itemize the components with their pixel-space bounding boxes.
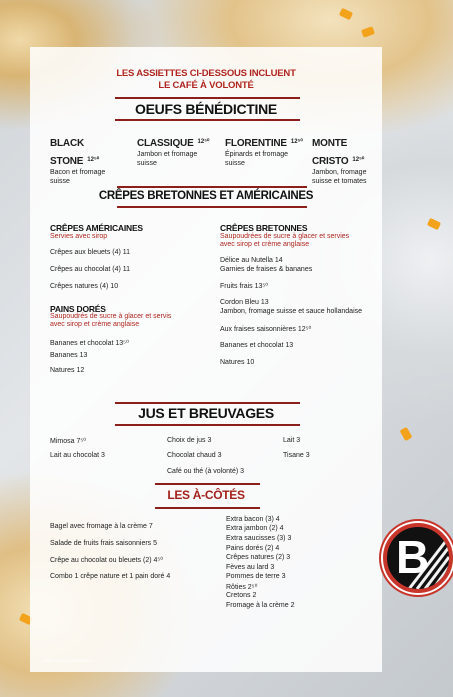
menu-line: Bagel avec fromage à la crème 7 (50, 523, 153, 530)
menu-line: Mimosa 7⁵⁰ (50, 438, 87, 445)
menu-line: Crêpes aux bleuets (4) 11 (50, 249, 131, 256)
item-desc: suisse et tomates (312, 177, 367, 185)
menu-line: Fèves au lard 3 (226, 564, 275, 571)
benedictine-item (312, 133, 382, 186)
item-price: 12⁵⁰ (87, 157, 100, 163)
item-name: MONTE CRISTO (312, 138, 349, 167)
item-name: BLACK STONE (50, 138, 84, 167)
item-price: 12⁵⁰ (197, 139, 210, 145)
menu-line: Pommes de terre 3 (226, 573, 286, 580)
orange-zest-decor (361, 26, 375, 38)
menu-line: Pains dorés (2) 4 (226, 545, 280, 552)
section-rule (117, 186, 307, 188)
subhead-pains-dores: PAINS DORÉS (50, 304, 106, 314)
note-pains-dores-1: Saupoudrés de sucre à glacer et servis (50, 313, 172, 320)
logo-letter: B (396, 531, 430, 583)
promo-line-1: LES ASSIETTES CI-DESSOUS INCLUENT (116, 68, 296, 79)
menu-line: Cordon Bleu 13 (220, 299, 269, 306)
item-desc: Épinards et fromage (225, 151, 289, 158)
note-pains-dores-2: avec sirop et crème anglaise (50, 321, 140, 328)
item-desc: Jambon, fromage (312, 169, 367, 176)
menu-line: Crêpes natures (2) 3 (226, 554, 291, 561)
menu-line: Combo 1 crêpe nature et 1 pain doré 4 (50, 573, 171, 580)
menu-line: Bananes et chocolat 13 (220, 342, 294, 349)
section-rule (155, 507, 260, 509)
item-desc: Jambon et fromage (137, 151, 198, 158)
section-rule (115, 119, 300, 121)
note-bretonnes-2: avec sirop et crème anglaise (220, 241, 310, 248)
item-desc: Bacon et fromage (50, 169, 106, 176)
menu-line: Fruits frais 13⁵⁰ (220, 283, 269, 290)
menu-line: Choix de jus 3 (167, 437, 212, 444)
item-desc: suisse (50, 177, 70, 185)
item-name: CLASSIQUE (137, 138, 194, 149)
menu-line: Extra saucisses (3) 3 (226, 535, 292, 542)
benedictine-item (137, 133, 217, 168)
menu-line: Aux fraises saisonnières 12⁵⁰ (220, 326, 312, 333)
menu-line: Chocolat chaud 3 (167, 452, 222, 459)
orange-zest-decor (427, 218, 441, 230)
item-price: 12⁵⁰ (352, 157, 365, 163)
menu-line: Extra bacon (3) 4 (226, 516, 280, 523)
menu-line: Natures 12 (50, 367, 85, 374)
item-name: FLORENTINE (225, 138, 287, 149)
menu-line: Garnies de fraises & bananes (220, 266, 313, 273)
menu-line: Salade de fruits frais saisonniers 5 (50, 540, 157, 547)
menu-line: Crêpes au chocolat (4) 11 (50, 266, 131, 273)
subhead-crepes-americaines: CRÊPES AMÉRICAINES (50, 223, 143, 233)
menu-line: Fromage à la crème 2 (226, 602, 295, 609)
footnote-taxes: Taxes en sus applicables (43, 658, 94, 663)
section-title-crepes: CRÊPES BRETONNES ET AMÉRICAINES (98, 190, 314, 202)
menu-line: Café ou thé (à volonté) 3 (167, 468, 245, 475)
section-title-cotes: LES À-CÔTÉS (167, 488, 245, 502)
menu-line: Cretons 2 (226, 592, 257, 599)
note-servies-sirop: Servies avec sirop (50, 233, 108, 240)
subhead-crepes-bretonnes: CRÊPES BRETONNES (220, 223, 308, 233)
menu-panel (30, 47, 382, 672)
menu-line: Crêpes natures (4) 10 (50, 283, 119, 290)
section-rule (115, 402, 300, 404)
menu-line: Rôties 2⁵⁰ (226, 584, 258, 591)
menu-line: Bananes 13 (50, 352, 88, 359)
promo-line-2: LE CAFÉ À VOLONTÉ (158, 80, 254, 91)
benedictine-item (225, 133, 305, 168)
menu-line: Délice au Nutella 14 (220, 257, 283, 264)
orange-zest-decor (400, 427, 413, 441)
menu-line: Jambon, fromage suisse et sauce hollandaise (220, 308, 363, 315)
section-title-jus: JUS ET BREUVAGES (138, 405, 274, 421)
section-rule (117, 206, 307, 208)
orange-zest-decor (339, 8, 353, 20)
menu-line: Extra jambon (2) 4 (226, 525, 284, 532)
section-rule (155, 483, 260, 485)
restaurant-logo (383, 523, 453, 593)
menu-line: Bananes et chocolat 13⁵⁰ (50, 340, 129, 347)
menu-line: Lait 3 (283, 437, 301, 444)
section-rule (115, 97, 300, 99)
note-bretonnes-1: Saupoudrées de sucre à glacer et servies (220, 233, 350, 240)
section-title-benedictine: OEUFS BÉNÉDICTINE (135, 101, 277, 117)
benedictine-item (50, 133, 130, 186)
menu-line: Lait au chocolat 3 (50, 452, 105, 459)
menu-line: Crêpe au chocolat ou bleuets (2) 4⁵⁰ (50, 557, 164, 564)
item-desc: suisse (137, 159, 157, 167)
section-rule (115, 424, 300, 426)
item-desc: suisse (225, 159, 245, 167)
item-price: 12⁵⁰ (290, 139, 303, 145)
menu-line: Tisane 3 (283, 452, 310, 459)
menu-line: Natures 10 (220, 359, 255, 366)
